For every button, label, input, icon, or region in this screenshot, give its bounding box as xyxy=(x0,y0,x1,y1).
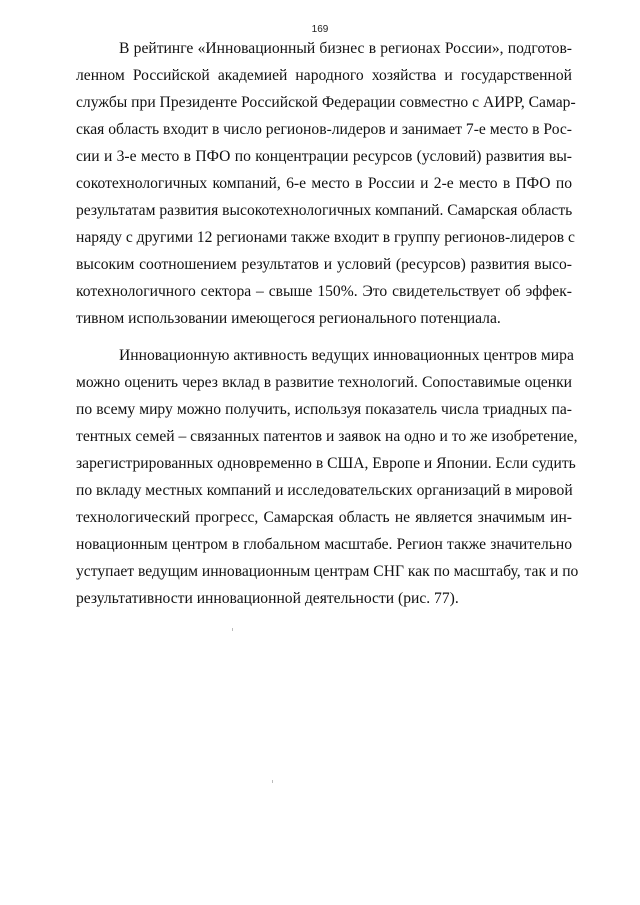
text-line: ская область входит в число регионов-лидеров и занимает 7-е место в Рос- xyxy=(76,121,572,138)
text-line: котехнологичного сектора – свыше 150%. Это свидетельствует об эффек- xyxy=(76,283,572,300)
text-line: службы при Президенте Российской Федерации совместно с АИРР, Самар- xyxy=(76,94,576,111)
page-number: 169 xyxy=(311,24,329,35)
text-line: ленном Российской академией народного хозяйства и государственной xyxy=(76,67,572,84)
text-line: тивном использовании имеющегося регионального потенциала. xyxy=(76,310,501,327)
text-line: сокотехнологичных компаний, 6-е место в России и 2-е место в ПФО по xyxy=(76,175,572,192)
text-line: наряду с другими 12 регионами также входит в группу регионов-лидеров с xyxy=(76,229,575,246)
text-line: В рейтинге «Инновационный бизнес в регионах России», подготов- xyxy=(119,40,572,57)
text-line: можно оценить через вклад в развитие технологий. Сопоставимые оценки xyxy=(76,374,572,391)
text-line: по вкладу местных компаний и исследовательских организаций в мировой xyxy=(76,482,573,499)
text-line: высоким соотношением результатов и условий (ресурсов) развития высо- xyxy=(76,256,572,273)
text-line: сии и 3-е место в ПФО по концентрации ресурсов (условий) развития вы- xyxy=(76,148,572,165)
text-line: технологический прогресс, Самарская область не является значимым ин- xyxy=(76,509,572,526)
text-line: уступает ведущим инновационным центрам СНГ как по масштабу, так и по xyxy=(76,563,579,580)
scan-speck xyxy=(272,780,273,783)
text-line: новационным центром в глобальном масштабе. Регион также значительно xyxy=(76,536,572,553)
text-line: результативности инновационной деятельности (рис. 77). xyxy=(76,590,459,607)
text-line: зарегистрированных одновременно в США, Европе и Японии. Если судить xyxy=(76,455,576,472)
text-line: Инновационную активность ведущих инновационных центров мира xyxy=(119,347,574,364)
text-line: тентных семей – связанных патентов и заявок на одно и то же изобретение, xyxy=(76,428,578,445)
text-line: по всему миру можно получить, используя показатель числа триадных па- xyxy=(76,401,572,418)
scan-speck xyxy=(232,628,233,631)
text-line: результатам развития высокотехнологичных компаний. Самарская область xyxy=(76,202,573,219)
